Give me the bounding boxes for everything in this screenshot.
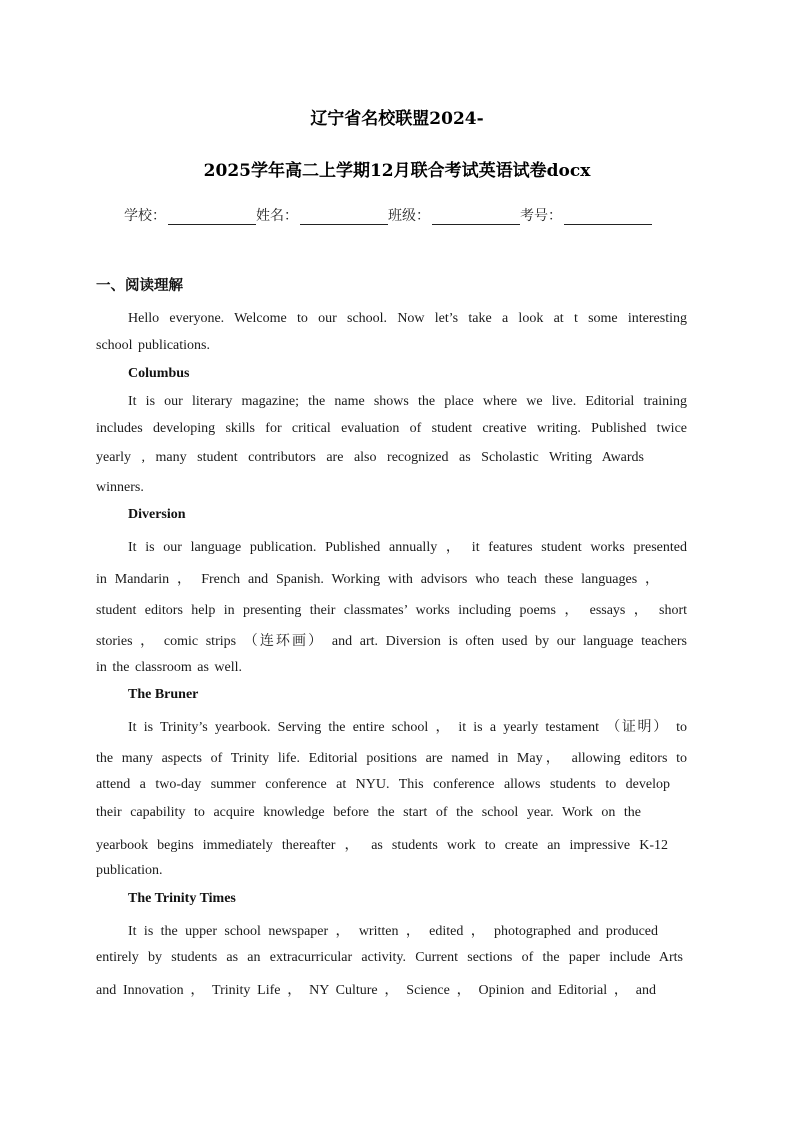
columbus-line: yearly , many student contributors are also recognized as Scholastic Writing Awards: [96, 450, 644, 465]
section-heading-reading: 一、阅读理解: [96, 278, 183, 294]
times-heading: The Trinity Times: [128, 891, 236, 906]
school-field[interactable]: [124, 205, 256, 225]
diversion-line: student editors help in presenting their classmates’ works including poems ， essays ， short: [96, 603, 687, 618]
bruner-line: publication.: [96, 863, 163, 878]
name-field[interactable]: [256, 205, 388, 225]
bruner-line: their capability to acquire knowledge before the start of the school year. Work on the: [96, 805, 641, 820]
bruner-line: attend a two-day summer conference at NYU. This conference allows students to develop: [96, 777, 670, 792]
school-blank-line[interactable]: [168, 208, 256, 225]
intro-line: school publications.: [96, 338, 210, 353]
class-label: 班级：: [388, 208, 430, 224]
diversion-line: It is our language publication. Published annually ， it features student works presented: [128, 540, 687, 555]
bruner-line: It is Trinity’s yearbook. Serving the entire school ， it is a yearly testament （证明） to: [128, 720, 687, 735]
diversion-heading: Diversion: [128, 507, 186, 522]
columbus-heading: Columbus: [128, 366, 190, 381]
student-info-row: [124, 205, 652, 225]
class-field[interactable]: [388, 205, 520, 225]
bruner-heading: The Bruner: [128, 687, 199, 702]
exam-title-line-2: 2025学年高二上学期12月联合考试英语试卷docx: [203, 161, 591, 181]
columbus-line: It is our literary magazine; the name shows the place where we live. Editorial training: [128, 394, 687, 409]
name-blank-line[interactable]: [300, 208, 388, 225]
times-line: and Innovation ， Trinity Life ， NY Culture ， Science ， Opinion and Editorial ， and: [96, 983, 656, 998]
diversion-line: in Mandarin ， French and Spanish. Working with advisors who teach these languages ，: [96, 572, 659, 587]
number-blank-line[interactable]: [564, 208, 652, 225]
diversion-line: in the classroom as well.: [96, 660, 243, 675]
columbus-line: winners.: [96, 480, 144, 495]
intro-line: Hello everyone. Welcome to our school. Now let’s take a look at t some interesting: [128, 311, 687, 326]
exam-title-line-1: 辽宁省名校联盟2024-: [310, 109, 484, 129]
school-label: 学校：: [124, 208, 166, 224]
times-line: entirely by students as an extracurricular activity. Current sections of the paper include Arts: [96, 950, 683, 965]
name-label: 姓名：: [256, 208, 298, 224]
class-blank-line[interactable]: [432, 208, 520, 225]
bruner-line: the many aspects of Trinity life. Editorial positions are named in May， allowing editors to: [96, 751, 687, 766]
number-field[interactable]: [520, 205, 652, 225]
number-label: 考号：: [520, 208, 562, 224]
times-line: It is the upper school newspaper ， written ， edited ， photographed and produced: [128, 924, 658, 939]
columbus-line: includes developing skills for critical evaluation of student creative writing. Published twice: [96, 421, 687, 436]
diversion-line: stories ， comic strips （连环画） and art. Diversion is often used by our language teachers: [96, 634, 687, 649]
bruner-line: yearbook begins immediately thereafter ， as students work to create an impressive K-12: [96, 838, 668, 853]
